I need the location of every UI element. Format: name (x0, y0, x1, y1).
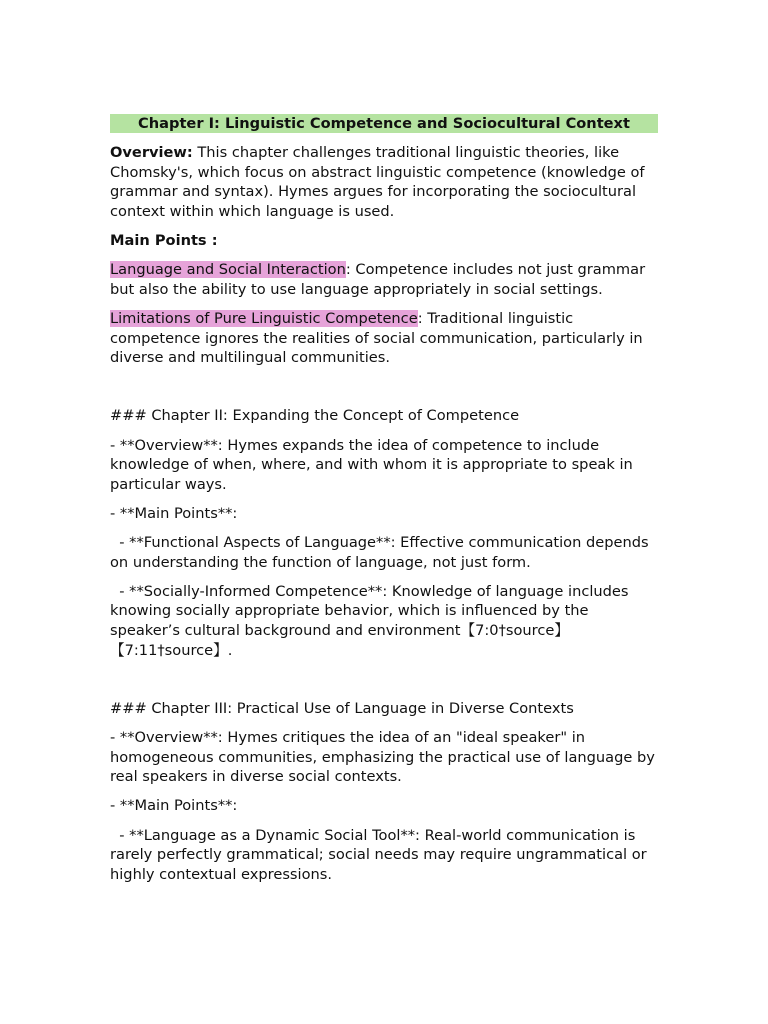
chapter-3-point-1: - **Language as a Dynamic Social Tool**: Real-world communication is rarely perfectly grammatical; social needs may require ungrammatical or highly contextual expressions. (110, 826, 647, 883)
spacer (110, 670, 658, 699)
spacer (110, 377, 658, 406)
point-text: : Traditional linguistic competence ignores the realities of social communication, particularly in diverse and multilingual communities. (110, 309, 643, 367)
chapter-2-main-points: - **Main Points**: (110, 504, 238, 522)
chapter-1-overview (110, 143, 658, 221)
document-page (110, 114, 658, 894)
chapter-2-overview: - **Overview**: Hymes expands the idea of competence to include knowledge of when, where, and with whom it is appropriate to speak in particular ways. (110, 436, 633, 493)
chapter-3-heading: ### Chapter III: Practical Use of Language in Diverse Contexts (110, 699, 574, 717)
chapter-3-overview: - **Overview**: Hymes critiques the idea of an "ideal speaker" in homogeneous communities, emphasizing the practical use of language by real speakers in diverse social contexts. (110, 729, 655, 786)
chapter-2-point-1: - **Functional Aspects of Language**: Effective communication depends on understanding the function of language, not just form. (110, 534, 649, 571)
chapter-2-heading: ### Chapter II: Expanding the Concept of Competence (110, 407, 520, 425)
overview-text: This chapter challenges traditional linguistic theories, like Chomsky's, which focus on abstract linguistic competence (knowledge of grammar and syntax). Hymes argues for incorporating the sociocultural context within which language is used. (110, 144, 645, 220)
chapter-1-point-1 (110, 260, 658, 299)
highlighted-term: Limitations of Pure Linguistic Competence (110, 309, 418, 327)
overview-label: Overview: (110, 144, 193, 161)
point-text: : Competence includes not just grammar but also the ability to use language appropriately in social settings. (110, 261, 646, 298)
chapter-1-title: Chapter I: Linguistic Competence and Sociocultural Context (110, 114, 658, 133)
main-points-label: Main Points : (110, 231, 218, 249)
chapter-1-point-2 (110, 309, 658, 368)
chapter-2-point-2: - **Socially-Informed Competence**: Knowledge of language includes knowing socially appropriate behavior, which is influenced by the speaker’s cultural background and environment【7:0†source】【7:11†source】. (110, 582, 629, 659)
chapter-3-main-points: - **Main Points**: (110, 797, 238, 815)
highlighted-term: Language and Social Interaction (110, 261, 346, 279)
